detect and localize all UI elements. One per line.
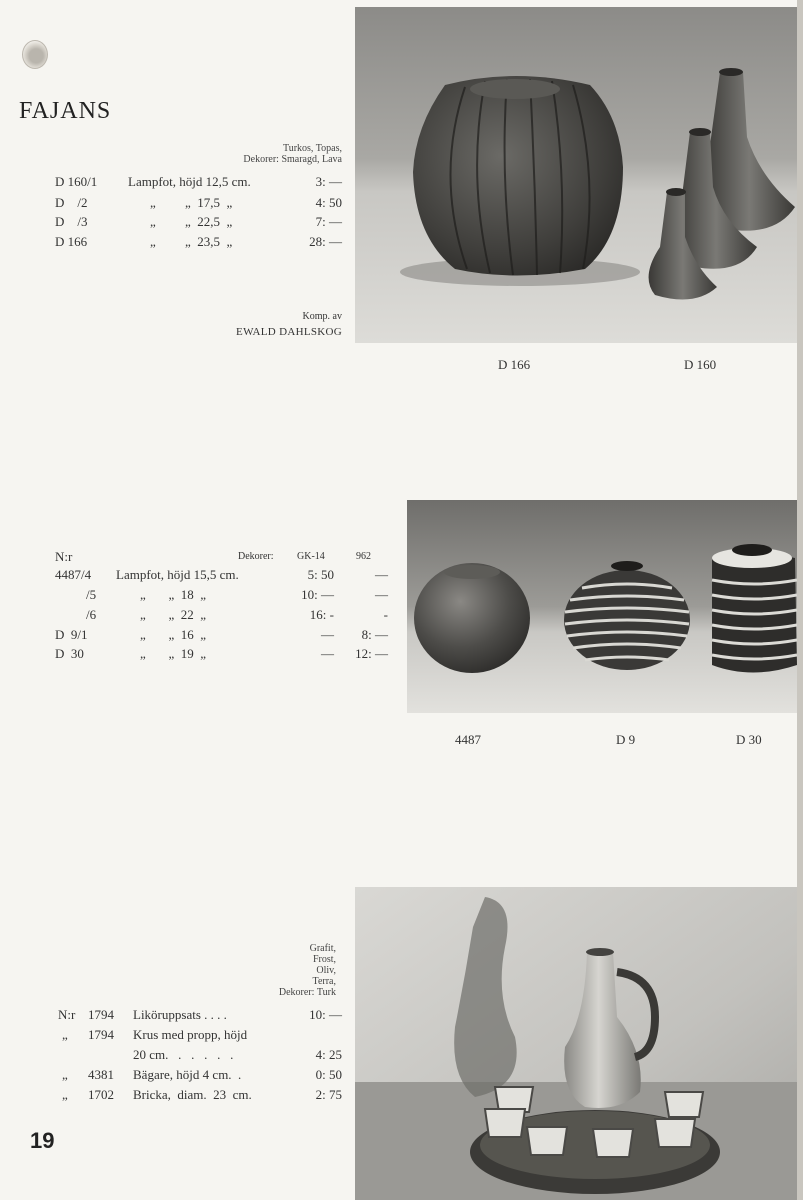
decor-color-grafit: Grafit, xyxy=(309,943,336,954)
s2-code-0: 4487/4 xyxy=(55,567,92,582)
s2-desc-2: „ „ 22 „ xyxy=(140,607,207,622)
s1-code-3: D 166 xyxy=(55,234,88,249)
s1-price-3: 28: — xyxy=(309,234,342,249)
caption-d160: D 160 xyxy=(684,357,717,372)
s3-prefix-4: „ xyxy=(62,1087,68,1102)
decor-col2: 962 xyxy=(356,551,371,562)
s1-code-0: D 160/1 xyxy=(55,174,98,189)
s2-p1-2: 16: - xyxy=(309,607,334,622)
page-number: 19 xyxy=(30,1128,55,1153)
s1-desc-2: „ „ 22,5 „ xyxy=(150,214,233,229)
s2-desc-1: „ „ 18 „ xyxy=(140,587,207,602)
s1-price-1: 4: 50 xyxy=(315,195,342,210)
s2-p2-3: 8: — xyxy=(361,627,388,642)
s3-price-0: 10: — xyxy=(309,1007,342,1022)
s3-desc-2: 20 cm. . . . . . xyxy=(133,1047,234,1062)
s1-desc-3: „ „ 23,5 „ xyxy=(150,234,233,249)
s3-code-3: 4381 xyxy=(88,1067,114,1082)
s2-p2-2: - xyxy=(383,607,388,622)
s3-code-0: 1794 xyxy=(88,1007,114,1022)
caption-d30: D 30 xyxy=(736,732,762,747)
decor-colors-3 xyxy=(270,943,336,998)
decor-label-3: Dekorer: xyxy=(278,987,315,998)
s1-code-2: D /3 xyxy=(55,214,88,229)
decor-colors-line-1: Turkos, Topas, xyxy=(282,143,342,154)
s2-code-1: /5 xyxy=(86,587,97,602)
decor-color-oliv: Oliv, xyxy=(316,965,336,976)
s1-price-0: 3: — xyxy=(315,174,342,189)
decor-color-frost: Frost, xyxy=(312,954,336,965)
s3-code-1: 1794 xyxy=(88,1027,114,1042)
decor-label-2: Dekorer: xyxy=(238,551,274,562)
credit-name: EWALD DAHLSKOG xyxy=(236,326,342,338)
s2-p2-1: — xyxy=(375,587,388,602)
s2-desc-3: „ „ 16 „ xyxy=(140,627,207,642)
s2-p1-3: — xyxy=(321,627,334,642)
s2-code-4: D 30 xyxy=(55,646,84,661)
decor-label: Dekorer: xyxy=(243,154,279,165)
s3-prefix-3: „ xyxy=(62,1067,68,1082)
s2-p2-0: — xyxy=(375,567,388,582)
s2-p1-4: — xyxy=(321,646,334,661)
decor-col1: GK-14 xyxy=(297,551,325,562)
caption-d9: D 9 xyxy=(616,732,636,747)
s2-p1-0: 5: 50 xyxy=(307,567,334,582)
s2-desc-4: „ „ 19 „ xyxy=(140,646,207,661)
page-heading: FAJANS xyxy=(19,98,112,124)
photo-lampfot-vases xyxy=(355,7,797,343)
nr-label: N:r xyxy=(55,549,73,564)
s2-p2-4: 12: — xyxy=(355,646,388,661)
credit-label: Komp. av xyxy=(302,311,342,322)
s2-code-3: D 9/1 xyxy=(55,627,88,642)
decor-color-turk: Turk xyxy=(316,987,336,998)
decor-header-1 xyxy=(196,143,342,165)
s3-price-3: 0: 50 xyxy=(315,1067,342,1082)
s3-desc-3: Bägare, höjd 4 cm. . xyxy=(133,1067,242,1082)
s3-prefix-1: „ xyxy=(62,1027,68,1042)
caption-d166: D 166 xyxy=(498,357,531,372)
s1-desc-1: „ „ 17,5 „ xyxy=(150,195,233,210)
caption-4487: 4487 xyxy=(455,732,481,747)
s2-p1-1: 10: — xyxy=(301,587,334,602)
s3-desc-1: Krus med propp, höjd xyxy=(133,1027,248,1042)
s3-code-4: 1702 xyxy=(88,1087,114,1102)
s3-desc-4: Bricka, diam. 23 cm. xyxy=(133,1087,252,1102)
s1-code-1: D /2 xyxy=(55,195,88,210)
photo-round-lamp-bases xyxy=(407,500,797,713)
s1-desc-0: Lampfot, höjd 12,5 cm. xyxy=(128,174,251,189)
page-edge xyxy=(797,0,803,1200)
s3-price-4: 2: 75 xyxy=(315,1087,342,1102)
photo-liqueur-set xyxy=(355,887,797,1200)
decor-colors-line-2: Smaragd, Lava xyxy=(281,154,342,165)
s2-code-2: /6 xyxy=(86,607,97,622)
s3-desc-0: Liköruppsats . . . . xyxy=(133,1007,227,1022)
decor-color-terra: Terra, xyxy=(312,976,336,987)
s1-price-2: 7: — xyxy=(315,214,342,229)
s3-price-2: 4: 25 xyxy=(315,1047,342,1062)
punch-hole xyxy=(22,40,48,69)
s3-prefix-0: N:r xyxy=(58,1007,76,1022)
s2-desc-0: Lampfot, höjd 15,5 cm. xyxy=(116,567,239,582)
